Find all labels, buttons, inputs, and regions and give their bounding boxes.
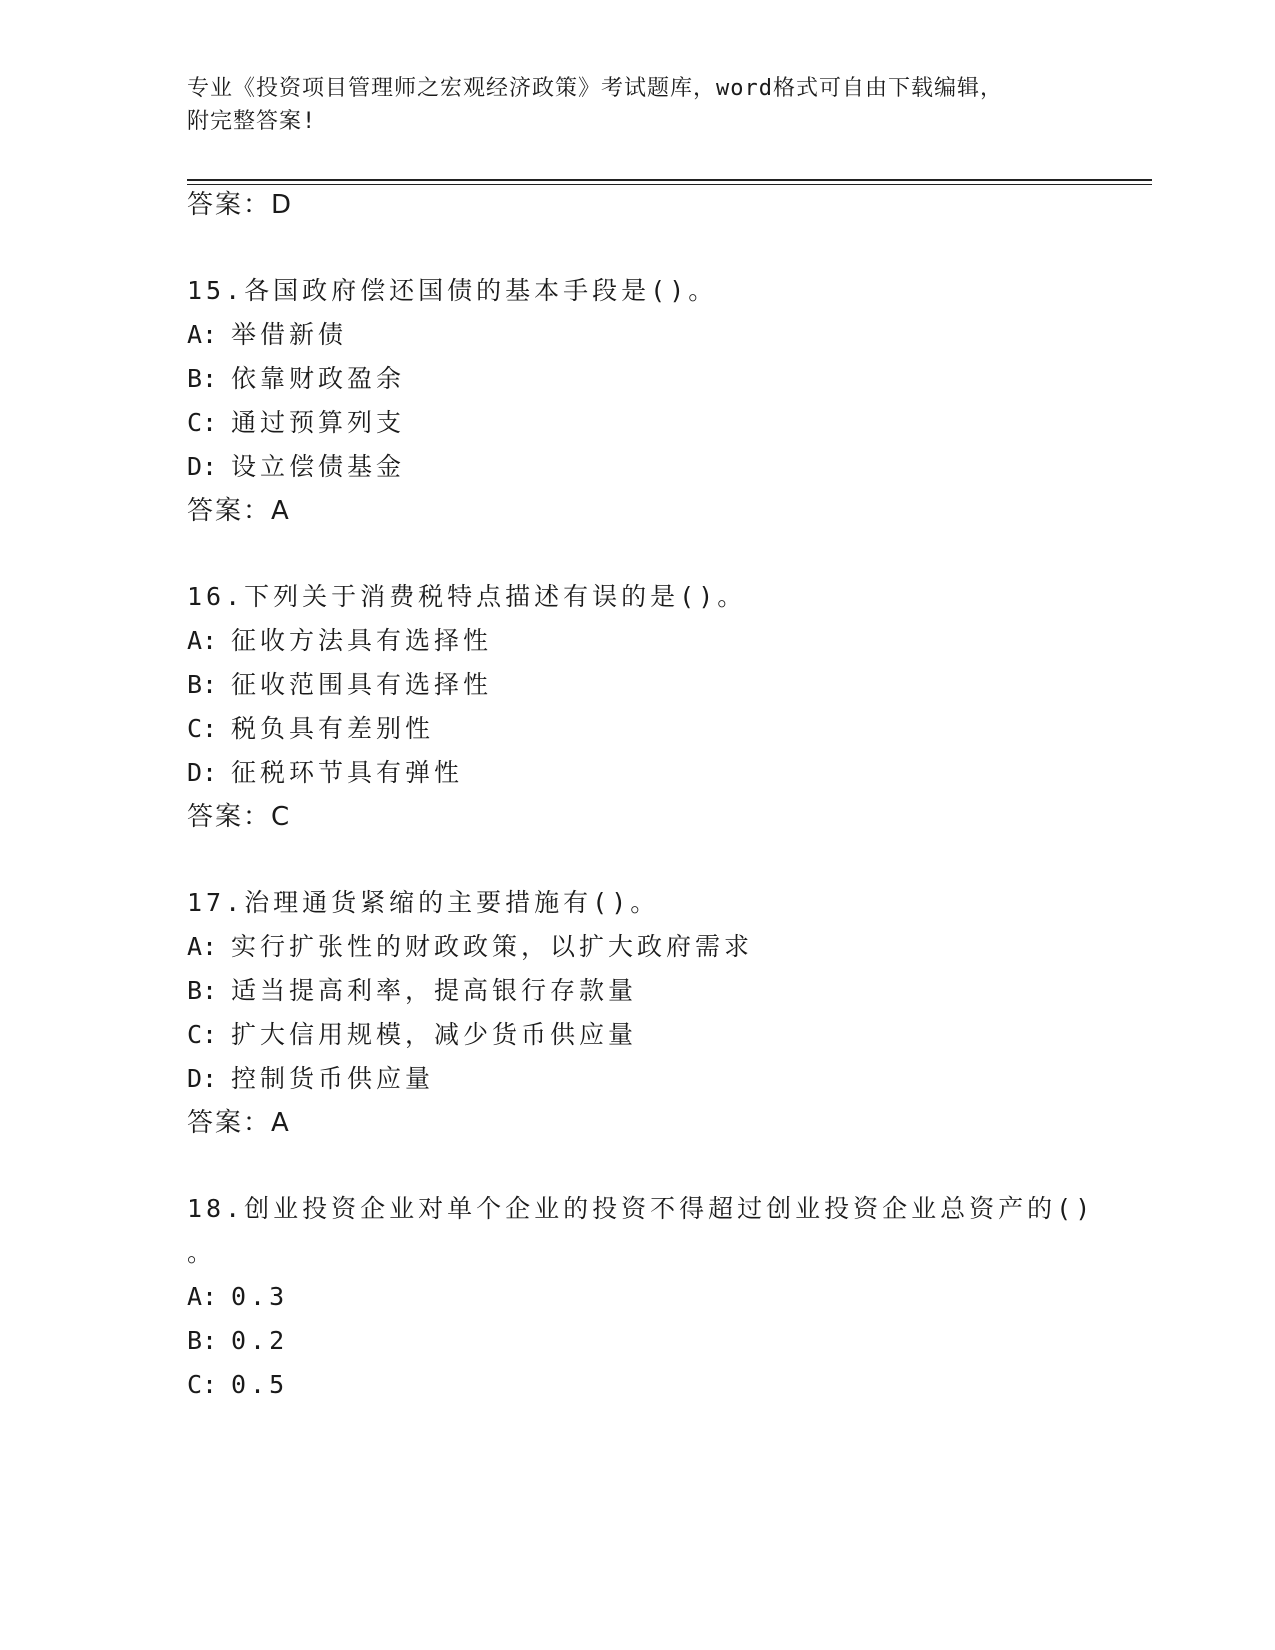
option-text: 适当提高利率，提高银行存款量 — [231, 976, 638, 1005]
option-letter: B: — [187, 976, 218, 1005]
option-letter: B: — [187, 670, 218, 699]
question-17-stem: 17.治理通货紧缩的主要措施有()。 — [187, 888, 660, 917]
question-15-answer: 答案：A — [187, 496, 291, 526]
option-letter: D: — [187, 452, 218, 481]
option-text: 征税环节具有弹性 — [231, 758, 464, 787]
option-text: 依靠财政盈余 — [231, 364, 406, 393]
question-17-option-a — [187, 930, 753, 964]
option-text: 通过预算列支 — [231, 408, 406, 437]
header-line-2: 附完整答案! — [187, 109, 317, 134]
option-text: 扩大信用规模，减少货币供应量 — [231, 1020, 638, 1049]
header-line-1: 专业《投资项目管理师之宏观经济政策》考试题库，word格式可自由下载编辑， — [187, 76, 1003, 101]
header-divider-thick — [187, 179, 1152, 181]
option-letter: A: — [187, 320, 218, 349]
question-16-option-a — [187, 624, 492, 658]
option-letter: A: — [187, 1282, 218, 1311]
question-15-option-d — [187, 450, 405, 484]
answer-previous: 答案：D — [187, 190, 294, 220]
option-letter: A: — [187, 626, 218, 655]
question-18-option-a — [187, 1280, 288, 1314]
option-letter: D: — [187, 758, 218, 787]
option-letter: A: — [187, 932, 218, 961]
question-17-option-d — [187, 1062, 434, 1096]
question-18-option-b — [187, 1324, 288, 1358]
option-letter: C: — [187, 1370, 218, 1399]
option-text: 控制货币供应量 — [231, 1064, 435, 1093]
option-letter: D: — [187, 1064, 218, 1093]
question-16-option-d — [187, 756, 463, 790]
question-16-answer: 答案：C — [187, 802, 292, 832]
question-16-option-b — [187, 668, 492, 702]
header-divider-thin — [187, 184, 1152, 185]
question-17-option-b — [187, 974, 637, 1008]
question-15-stem: 15.各国政府偿还国债的基本手段是()。 — [187, 276, 718, 305]
option-letter: C: — [187, 408, 218, 437]
option-text: 征收方法具有选择性 — [231, 626, 493, 655]
question-16-stem: 16.下列关于消费税特点描述有误的是()。 — [187, 582, 747, 611]
question-15-option-a — [187, 318, 347, 352]
option-text: 0.2 — [231, 1326, 289, 1355]
question-18-stem: 18.创业投资企业对单个企业的投资不得超过创业投资企业总资产的() — [187, 1194, 1095, 1223]
option-text: 实行扩张性的财政政策，以扩大政府需求 — [231, 932, 754, 961]
question-17-answer: 答案：A — [187, 1108, 291, 1138]
question-18-option-c — [187, 1368, 288, 1402]
option-text: 0.3 — [231, 1282, 289, 1311]
question-18-stem-continuation: 。 — [187, 1238, 217, 1267]
option-letter: C: — [187, 1020, 218, 1049]
option-text: 0.5 — [231, 1370, 289, 1399]
question-15-option-c — [187, 406, 405, 440]
option-text: 征收范围具有选择性 — [231, 670, 493, 699]
option-text: 设立偿债基金 — [231, 452, 406, 481]
option-letter: B: — [187, 364, 218, 393]
question-15-option-b — [187, 362, 405, 396]
document-header — [187, 72, 1087, 138]
option-letter: B: — [187, 1326, 218, 1355]
question-16-option-c — [187, 712, 434, 746]
option-text: 举借新债 — [231, 320, 348, 349]
option-text: 税负具有差别性 — [231, 714, 435, 743]
option-letter: C: — [187, 714, 218, 743]
question-17-option-c — [187, 1018, 637, 1052]
